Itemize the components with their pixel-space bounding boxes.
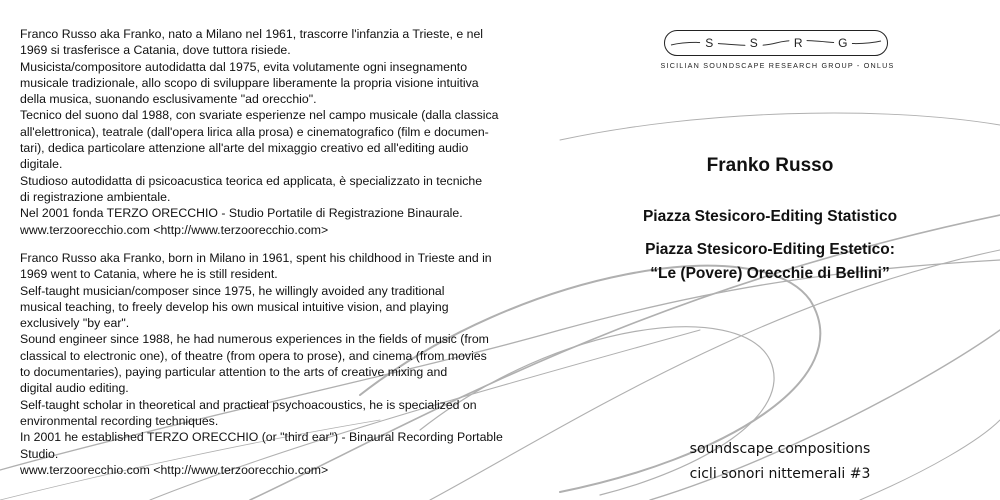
bio-line: www.terzoorecchio.com <http://www.terzoorecchio.com>: [20, 462, 329, 477]
bio-line: musical teaching, to freely develop his own musical intuitive vision, and playing: [20, 299, 449, 314]
logo-letters: [665, 31, 887, 55]
bio-line: Nel 2001 fonda TERZO ORECCHIO - Studio Portatile di Registrazione Binaurale.: [20, 206, 463, 221]
bio-line: www.terzoorecchio.com <http://www.terzoorecchio.com>: [20, 222, 329, 237]
footer-line-1: soundscape compositions: [689, 441, 871, 457]
bio-line: exclusively "by ear".: [20, 316, 130, 331]
bio-line: digitale.: [20, 157, 63, 172]
bio-line: Franco Russo aka Franko, born in Milano in 1961, spent his childhood in Trieste and in: [20, 251, 492, 265]
bio-line: Self-taught musician/composer since 1975, he willingly avoided any traditional: [20, 283, 445, 298]
bio-line: Sound engineer since 1988, he had numerous experiences in the fields of music (from: [20, 332, 489, 347]
bio-line: 1969 went to Catania, where he is still resident.: [20, 267, 278, 282]
bio-line: Tecnico del suono dal 1988, con svariate esperienze nel campo musicale (dalla classica: [20, 108, 499, 123]
bio-line: to documentaries), paying particular attention to the arts of creative mixing and: [20, 365, 448, 380]
swirl-line: [560, 113, 1000, 140]
bio-line: musicale tradizionale, allo scopo di sviluppare liberamente la propria visione intuitiva: [20, 75, 479, 90]
ssrg-logo-badge: [664, 30, 888, 56]
swirl-line: [430, 250, 1000, 500]
bio-line: 1969 si trasferisce a Catania, dove tuttora risiede.: [20, 43, 291, 58]
bio-line: Studio.: [20, 446, 59, 461]
bio-line: della musica, suonando esclusivamente "ad orecchio".: [20, 92, 317, 107]
logo-letter: S: [745, 34, 763, 52]
swirl-line: [860, 420, 1000, 500]
bio-line: In 2001 he established TERZO ORECCHIO (or "third ear") - Binaural Recording Portable: [20, 430, 503, 445]
logo-letter: G: [834, 34, 852, 52]
logo-subtitle: SICILIAN SOUNDSCAPE RESEARCH GROUP - ONLUS: [660, 61, 895, 70]
track-title-2-line-1: Piazza Stesicoro-Editing Estetico:: [645, 241, 895, 258]
ssrg-logo: [660, 30, 895, 75]
track-title-2: [560, 238, 980, 286]
artist-name: Franko Russo: [706, 155, 834, 176]
track-title-2-line-2: “Le (Povere) Orecchie di Bellini”: [650, 265, 890, 282]
bio-line: all'elettronica), teatrale (dall'opera lirica alla prosa) e cinematografico (film e documen-: [20, 124, 489, 139]
biography-italian: [20, 26, 510, 238]
logo-letter: S: [700, 34, 718, 52]
bio-line: Franco Russo aka Franko, nato a Milano nel 1961, trascorre l'infanzia a Trieste, e nel: [20, 27, 484, 41]
bio-line: environmental recording techniques.: [20, 413, 219, 428]
bio-line: tari), dedica particolare attenzione all'arte del mixaggio creativo ed all'editing audio: [20, 141, 469, 156]
bio-line: di registrazione ambientale.: [20, 189, 171, 204]
footer-line-2: cicli sonori nittemerali #3: [689, 466, 871, 482]
bio-line: Self-taught scholar in theoretical and practical psychoacoustics, he is specialized on: [20, 397, 477, 412]
logo-letter: R: [789, 34, 807, 52]
bio-line: classical to electronic one), of theatre (from opera to prose), and cinema (from movies: [20, 348, 487, 363]
bio-line: Studioso autodidatta di psicoacustica teorica ed applicata, è specializzato in tecniche: [20, 173, 483, 188]
track-title-1: Piazza Stesicoro-Editing Statistico: [642, 208, 898, 225]
biography-english: [20, 250, 510, 478]
bio-line: Musicista/compositore autodidatta dal 1975, evita volutamente ogni insegnamento: [20, 59, 468, 74]
bio-line: digital audio editing.: [20, 381, 129, 396]
